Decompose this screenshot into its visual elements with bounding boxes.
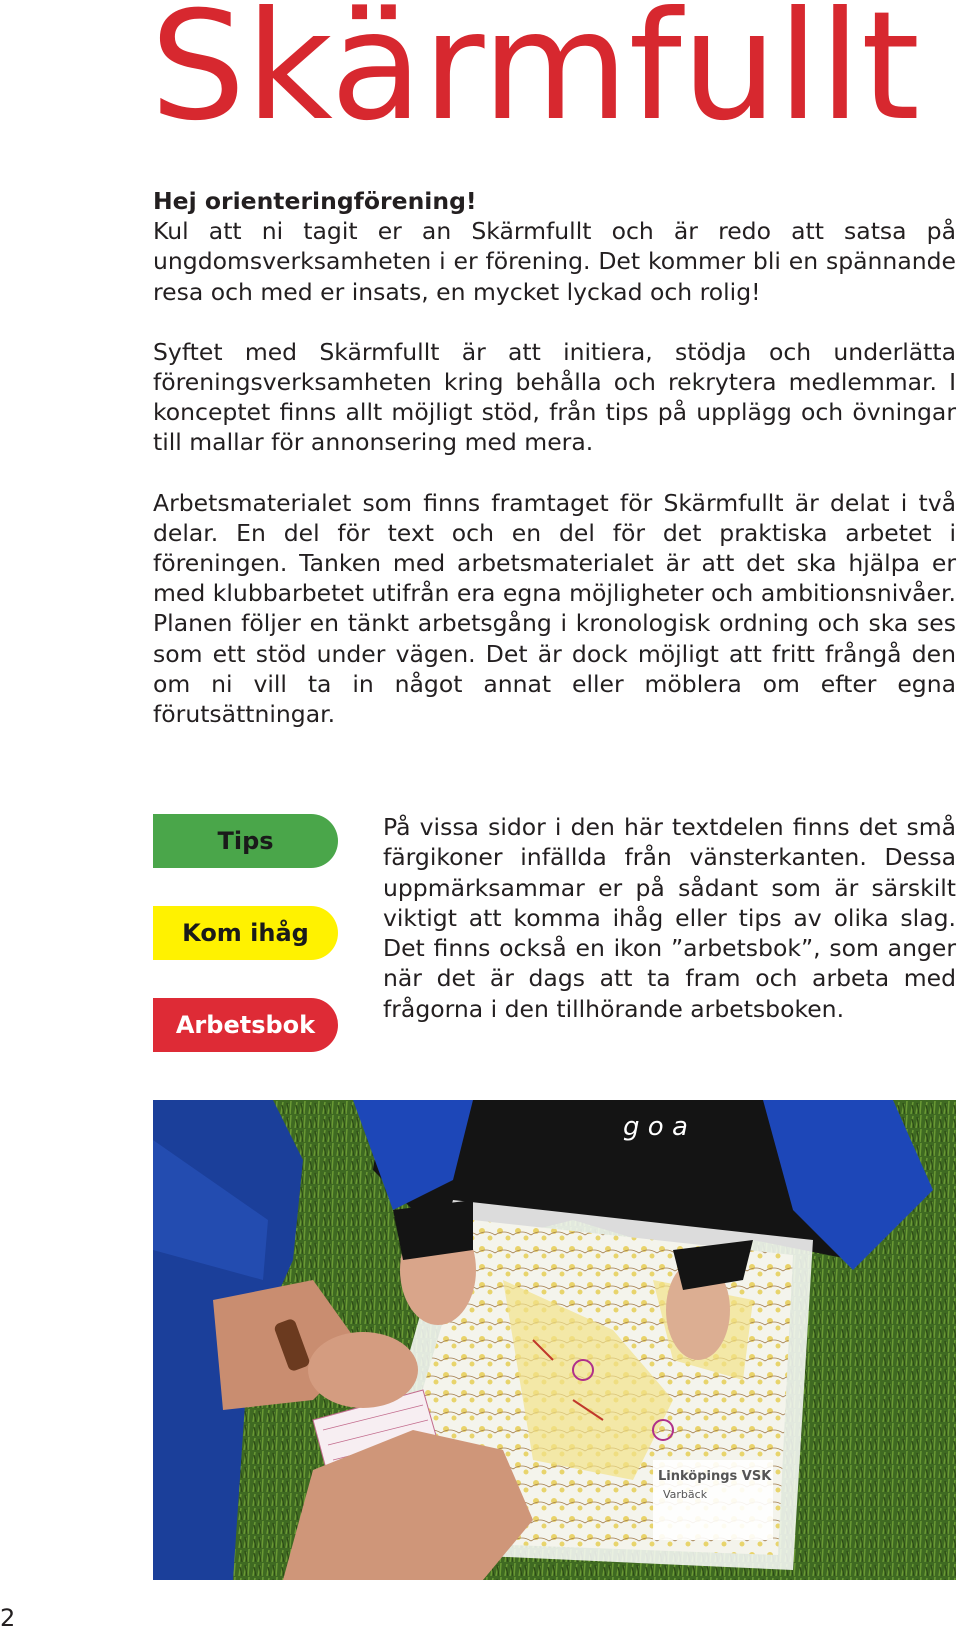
kom-ihag-icon-pill: Kom ihåg: [153, 906, 338, 960]
photo-illustration: [153, 1100, 956, 1580]
orienteering-map-photo: [153, 1100, 956, 1580]
intro-paragraph-3: Arbetsmaterialet som finns framtaget för Skärmfullt är delat i två delar. En del för text och en del för det praktiska arbetet i föreningen. Tanken med arbetsmaterialet är att det ska hjälpa er med klubbarbetet utifrån era egna möjligheter och ambitionsnivåer. Planen följer en tänkt arbetsgång i kronologisk ordning och ska ses som ett stöd under vägen. Det är dock möjligt att fritt frångå den om ni vill ta in något annat eller möblera om efter egna förutsättningar.: [153, 488, 956, 729]
page-number: 2: [0, 1604, 16, 1632]
intro-paragraph-1: [153, 186, 956, 307]
logo: [150, 0, 930, 170]
intro-heading: Hej orienteringförening!: [153, 187, 477, 215]
map-label-club: Linköpings VSK: [658, 1469, 772, 1484]
tips-icon-pill: Tips: [153, 814, 338, 868]
intro-paragraph-2: Syftet med Skärmfullt är att initiera, stödja och underlätta föreningsverksamheten kring behålla och rekrytera medlemmar. I konceptet finns allt möjligt stöd, från tips på upplägg och övningar till mallar för annonsering med mera.: [153, 337, 956, 457]
logo-text: Skärmfullt: [150, 0, 920, 154]
legend-description: På vissa sidor i den här textdelen finns det små färgikoner infällda från vänsterkanten. Dessa uppmärksammar er på sådant som är särskilt viktigt att komma ihåg eller tips av olika slag. Det finns också en ikon ”arbetsbok”, som anger när det är dags att ta fram och arbeta med frågorna i den tillhörande arbetsboken.: [383, 813, 956, 1023]
intro-paragraph-1-text: Kul att ni tagit er an Skärmfullt och är redo att satsa på ungdomsverksamheten i er förening. Det kommer bli en spännande resa och med er insats, en mycket lyckad och rolig!: [153, 217, 956, 306]
intro-section: [153, 186, 956, 759]
jacket-print: g o a: [623, 1112, 688, 1142]
logo-wordmark: [150, 0, 930, 170]
arbetsbok-icon-pill: Arbetsbok: [153, 998, 338, 1052]
map-label-area: Varbäck: [663, 1488, 708, 1501]
